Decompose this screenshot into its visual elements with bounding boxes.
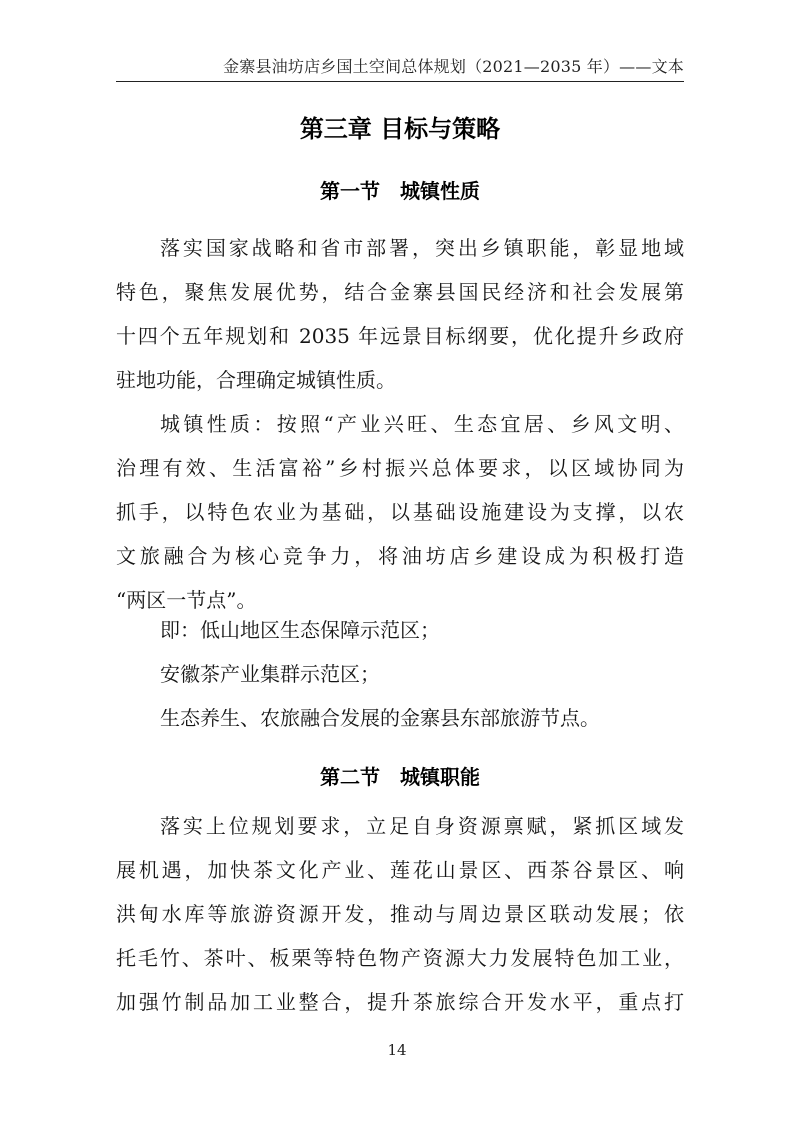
text-line: 洪甸水库等旅游资源开发，推动与周边景区联动发展；依 [116, 902, 684, 926]
text-line: 治理有效、生活富裕”乡村振兴总体要求，以区域协同为 [116, 456, 684, 480]
text-line: 展机遇，加快茶文化产业、莲花山景区、西茶谷景区、响 [116, 858, 684, 882]
chapter-title: 第三章 目标与策略 [299, 115, 501, 143]
paragraph-two-zones-one-node [116, 608, 684, 740]
text-line: 特色，聚焦发展优势，结合金寨县国民经济和社会发展第 [116, 280, 684, 304]
text-line: 抓手，以特色农业为基础，以基础设施建设为支撑，以农 [116, 500, 684, 524]
text-line: 十四个五年规划和 2035 年远景目标纲要，优化提升乡政府 [116, 324, 684, 348]
paragraph-city-nature-intro [116, 226, 684, 402]
text-line: 加强竹制品加工业整合，提升茶旅综合开发水平，重点打 [116, 990, 684, 1014]
running-header: 金寨县油坊店乡国土空间总体规划（2021—2035 年）——文本 [223, 57, 684, 76]
text-line: 驻地功能，合理确定城镇性质。 [116, 368, 396, 392]
section-title-1: 第一节 城镇性质 [320, 179, 480, 203]
list-item: 生态养生、农旅融合发展的金寨县东部旅游节点。 [160, 706, 600, 730]
section-title-2: 第二节 城镇职能 [320, 765, 480, 789]
text-line: 城镇性质：按照“产业兴旺、生态宜居、乡风文明、 [160, 412, 684, 436]
text-line: 文旅融合为核心竞争力，将油坊店乡建设成为积极打造 [116, 544, 684, 568]
text-line: “两区一节点”。 [116, 588, 257, 612]
paragraph-city-functions [116, 804, 684, 1024]
list-item: 安徽茶产业集群示范区； [160, 662, 380, 686]
text-line: 落实上位规划要求，立足自身资源禀赋，紧抓区域发 [160, 814, 684, 838]
text-line: 落实国家战略和省市部署，突出乡镇职能，彰显地域 [160, 236, 684, 260]
text-line: 托毛竹、茶叶、板栗等特色物产资源大力发展特色加工业， [116, 946, 684, 970]
list-item: 即：低山地区生态保障示范区； [160, 618, 440, 642]
header-divider [116, 81, 684, 82]
paragraph-city-nature-definition [116, 402, 684, 622]
page-number: 14 [387, 1041, 407, 1059]
